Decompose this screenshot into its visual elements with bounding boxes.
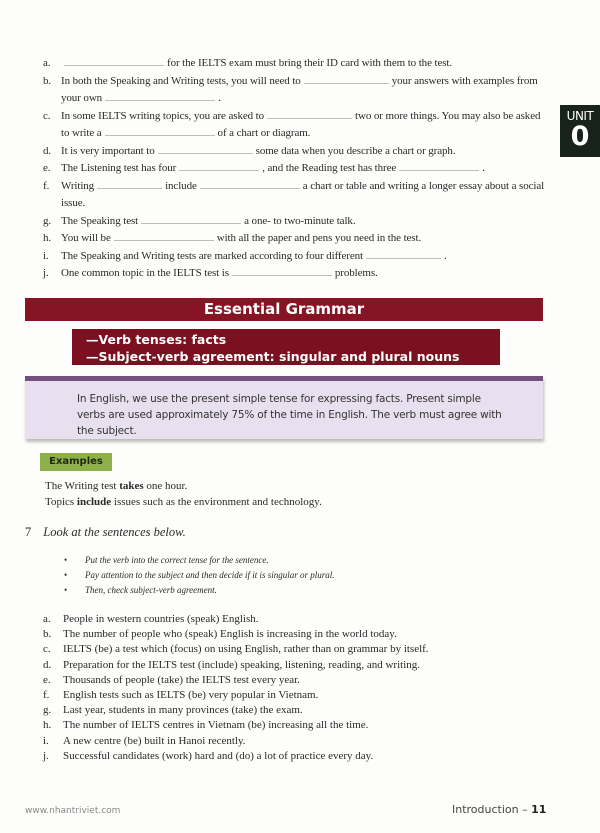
item-text-part: One common topic in the IELTS test is (61, 267, 229, 279)
item-text (61, 108, 545, 143)
item-letter: g. (43, 704, 52, 717)
item-text-part: In both the Speaking and Writing tests, you will need to (61, 74, 301, 87)
item-letter: i. (43, 734, 49, 747)
bullet-icon: • (64, 570, 68, 580)
item-text (61, 160, 545, 178)
answer-blank[interactable] (114, 231, 214, 241)
exercise-item (43, 143, 545, 161)
exercise-item (43, 628, 397, 640)
answer-blank[interactable] (399, 161, 479, 171)
exercise-item (43, 265, 545, 283)
grammar-note-box (25, 376, 543, 439)
item-letter: h. (43, 719, 52, 732)
example-sentence (45, 478, 322, 494)
exercise-item (43, 160, 545, 178)
item-letter: a. (43, 57, 51, 69)
exercise-item (43, 659, 420, 671)
footer-page (452, 803, 546, 816)
examples-list (45, 478, 322, 510)
item-text-part: The Speaking and Writing tests are marked according to four different (61, 249, 363, 262)
item-text-part: problems. (334, 267, 378, 279)
item-text-part: Writing (61, 179, 95, 192)
answer-blank[interactable] (158, 144, 253, 154)
answer-blank[interactable] (366, 249, 441, 259)
item-text-part: You will be (61, 232, 111, 244)
item-text: People in western countries (speak) English. (63, 613, 259, 625)
exercise-item (43, 178, 545, 213)
grammar-topic: —Verb tenses: facts (86, 332, 227, 347)
footer-section: Introduction – (452, 803, 532, 816)
item-text (61, 143, 545, 161)
exercise-item (43, 108, 545, 143)
item-letter: f. (43, 689, 50, 701)
item-text (61, 73, 545, 108)
example-sentence (45, 494, 322, 510)
example-verb: takes (119, 480, 144, 492)
answer-blank[interactable] (105, 126, 215, 136)
item-text: The number of people who (speak) English is increasing in the world today. (63, 628, 397, 641)
exercise-item (43, 689, 318, 701)
item-text-part: your answers with examples from your own (61, 74, 538, 104)
item-letter: f. (43, 179, 50, 192)
footer-website: www.nhantriviet.com (25, 806, 121, 816)
item-text: English tests such as IELTS (be) very popular in Vietnam. (63, 689, 319, 701)
item-text: Preparation for the IELTS test (include) speaking, listening, reading, and writing. (63, 658, 421, 671)
exercise-item (43, 719, 368, 731)
item-text-part: , and the Reading test has three (262, 162, 397, 174)
bullet-text: Then, check subject-verb agreement. (85, 585, 217, 595)
grammar-topics (72, 329, 500, 365)
exercise-item (43, 704, 303, 716)
exercise-item (43, 73, 545, 108)
instruction-bullet (64, 555, 269, 565)
grammar-topic: —Subject-verb agreement: singular and plural nouns (86, 349, 460, 364)
item-text: IELTS (be) a test which (focus) on using English, rather than on grammar by itself. (63, 643, 429, 656)
unit-number: 0 (570, 121, 590, 152)
exercise-6-fill-in-blanks (43, 55, 545, 283)
item-text: Successful candidates (work) hard and (do) a lot of practice every day. (63, 749, 374, 762)
section-title: Essential Grammar (25, 298, 543, 321)
item-letter: c. (43, 109, 51, 122)
unit-tab (560, 105, 600, 157)
item-text-part: . (482, 162, 485, 174)
item-letter: h. (43, 232, 52, 244)
item-text: The number of IELTS centres in Vietnam (be) increasing all the time. (63, 719, 369, 732)
item-text-part: include (165, 179, 197, 192)
item-letter: e. (43, 162, 51, 174)
item-letter: j. (43, 749, 49, 762)
item-text (61, 265, 545, 283)
example-text: The Writing test (45, 480, 120, 492)
item-letter: b. (43, 74, 52, 87)
example-verb: include (76, 496, 112, 508)
answer-blank[interactable] (141, 214, 241, 224)
item-text (61, 248, 545, 266)
exercise-item (43, 674, 300, 686)
exercise-item (43, 230, 545, 248)
answer-blank[interactable] (97, 179, 162, 189)
exercise-item (43, 750, 373, 762)
example-text: Topics (45, 496, 77, 508)
answer-blank[interactable] (179, 161, 259, 171)
item-text-part: . (443, 249, 447, 262)
item-text-part: two or more things. You may also be asked to write a (61, 109, 541, 139)
item-text (61, 230, 545, 248)
item-text-part: a one- to two-minute talk. (244, 214, 356, 227)
answer-blank[interactable] (200, 179, 300, 189)
item-letter: c. (43, 643, 51, 656)
item-letter: e. (43, 673, 51, 686)
exercise-item (43, 213, 545, 231)
instruction-bullet (64, 570, 334, 580)
exercise-7-heading (25, 525, 186, 540)
exercise-number: 7 (25, 525, 32, 539)
item-text: A new centre (be) built in Hanoi recently. (63, 734, 246, 747)
bullet-icon: • (64, 555, 68, 565)
examples-badge: Examples (40, 453, 112, 471)
example-text: issues such as the environment and technology. (111, 496, 322, 508)
item-text-part: The Listening test has four (61, 162, 177, 174)
item-letter: b. (43, 628, 52, 641)
bullet-text: Pay attention to the subject and then decide if it is singular or plural. (85, 570, 335, 580)
item-text-part: . (218, 92, 221, 104)
item-text (61, 55, 545, 73)
exercise-item (43, 55, 545, 73)
item-letter: g. (43, 214, 52, 227)
unit-label: UNIT (566, 109, 594, 123)
item-text-part: some data when you describe a chart or graph. (255, 144, 456, 157)
item-text: Thousands of people (take) the IELTS test every year. (63, 673, 300, 686)
item-text-part: It is very important to (61, 144, 155, 157)
exercise-instruction: Look at the sentences below. (43, 525, 186, 539)
answer-blank[interactable] (304, 74, 389, 84)
answer-blank[interactable] (105, 91, 215, 101)
item-text (61, 213, 545, 231)
item-text-part: a chart or table and writing a longer essay about a social issue. (61, 179, 545, 209)
item-text-part: with all the paper and pens you need in the test. (216, 232, 422, 244)
grammar-note-text: In English, we use the present simple tense for expressing facts. Present simple verbs are used approximately 75% of the time in English. The verb must agree with the subject. (77, 393, 502, 437)
bullet-text: Put the verb into the correct tense for the sentence. (85, 555, 269, 565)
item-text (61, 178, 545, 213)
item-text-part: In some IELTS writing topics, you are asked to (61, 109, 265, 122)
item-letter: d. (43, 658, 52, 671)
answer-blank[interactable] (64, 56, 164, 66)
exercise-item (43, 248, 545, 266)
item-text-part: The Speaking test (61, 214, 139, 227)
item-letter: d. (43, 144, 52, 157)
page-number: 11 (531, 803, 547, 816)
item-text-part: for the IELTS exam must bring their ID card with them to the test. (167, 57, 453, 69)
instruction-bullet (64, 585, 217, 595)
bullet-icon: • (64, 585, 68, 595)
item-text: Last year, students in many provinces (take) the exam. (63, 704, 303, 717)
exercise-item (43, 613, 259, 625)
answer-blank[interactable] (267, 109, 352, 119)
item-letter: j. (43, 267, 49, 279)
answer-blank[interactable] (232, 266, 332, 276)
example-text: one hour. (143, 480, 188, 492)
exercise-item (43, 643, 429, 655)
item-text-part: of a chart or diagram. (217, 127, 311, 139)
exercise-item (43, 735, 246, 747)
item-letter: a. (43, 613, 51, 625)
item-letter: i. (43, 249, 49, 262)
